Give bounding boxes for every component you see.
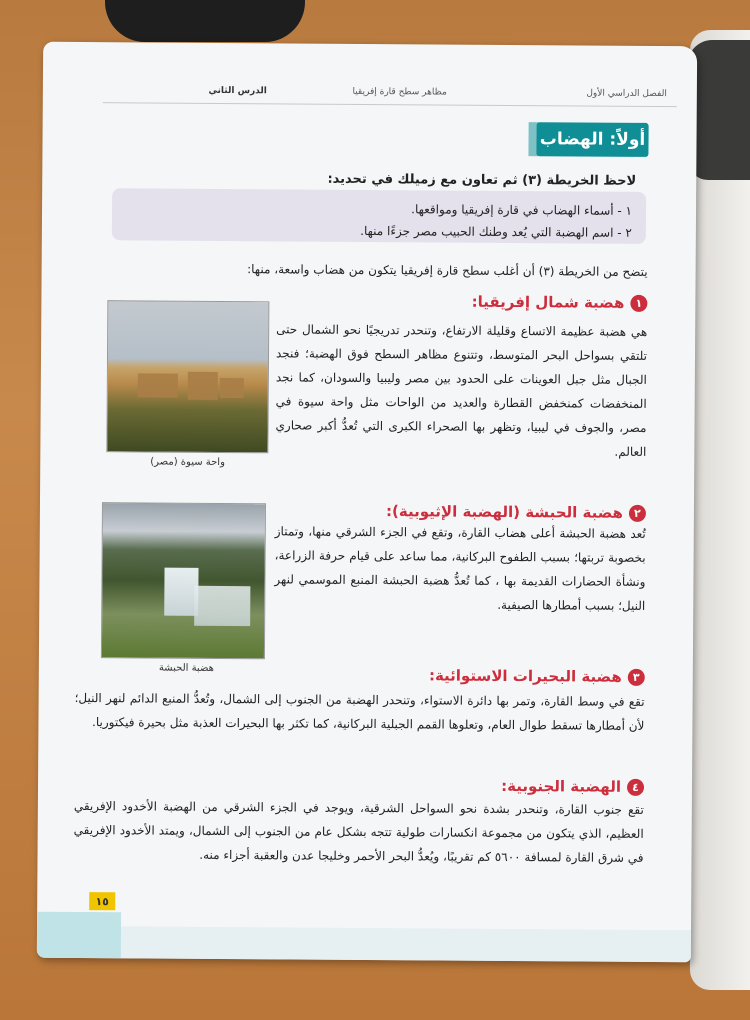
ethiopian-plateau-photo: [101, 502, 266, 659]
dark-object: [688, 40, 750, 180]
header-chapter: الفصل الدراسي الأول: [586, 88, 667, 100]
number-badge: ١: [630, 294, 647, 311]
section-title: أولاً: الهضاب: [536, 122, 648, 157]
header-lesson: الدرس الثاني: [208, 85, 267, 97]
number-badge: ٢: [629, 504, 646, 521]
plateau-2-heading: [386, 502, 646, 522]
plateau-3-heading: [429, 666, 645, 686]
header-divider: [103, 102, 677, 107]
plateau-2-text: تُعد هضبة الحبشة أعلى هضاب القارة، وتقع في الجزء الشرقي منها، وتمتاز بخصوبة تربتها؛ بسبب الطفوح البركانية، مما ساعد على قيام حرفة الزراعة، ونشأة الحضارات القديمة بها ، كما تُعدُّ هضبة الحبشة المنبع الموسمي لنهر النيل؛ بسبب أمطارها الصيفية.: [274, 524, 646, 613]
desk-object: [105, 0, 305, 42]
page-number: ١٥: [89, 892, 115, 910]
number-badge: ٤: [627, 778, 644, 795]
plateau-1-text: هي هضبة عظيمة الاتساع وقليلة الارتفاع، وتنحدر تدريجيًا نحو الشمال حتى تلتقي بسواحل البحر المتوسط، وتتنوع مظاهر السطح فوق الهضبة؛ فنجد الجبال مثل جبل العوينات على الحدود بين مصر وليبيا والسودان، كما نجد المنخفضات كمنخفض القطارة والعديد من الواحات مثل واحة سيوة في مصر، والجوف في ليبيا، وتظهر بها الصحراء الكبرى التي تُعدُّ أكبر صحاري العالم.: [275, 322, 648, 459]
plateau-1-title: هضبة شمال إفريقيا:: [471, 292, 625, 312]
page-header: [103, 82, 677, 108]
task-box: [112, 188, 646, 244]
corner-decoration: [37, 912, 121, 959]
intro-instruction: لاحظ الخريطة (٣) ثم تعاون مع زميلك في تحديد:: [327, 171, 637, 189]
plateau-3-title: هضبة البحيرات الاستوائية:: [428, 666, 622, 686]
page-footer-strip: [37, 926, 691, 963]
plateau-4-heading: [501, 777, 644, 796]
task-item: ١ - أسماء الهضاب في قارة إفريقيا ومواقعها.: [411, 202, 633, 218]
photo-1-caption: واحة سيوة (مصر): [150, 456, 225, 469]
plateau-3-text: تقع في وسط القارة، وتمر بها دائرة الاستواء، وتنحدر الهضبة من الجنوب إلى الشمال، وتُعدُّ المنبع الدائم لنهر النيل؛ لأن أمطارها تسقط طوال العام، وتعلوها القمم الجبلية البركانية، كما تكثر بها البحيرات العذبة مثل بحيرة فيكتوريا.: [74, 690, 645, 733]
header-topic: مظاهر سطح قارة إفريقيا: [352, 86, 447, 98]
main-paragraph: يتضح من الخريطة (٣) أن أغلب سطح قارة إفريقيا يتكون من هضاب واسعة، منها:: [247, 262, 648, 279]
plateau-4-text: تقع جنوب القارة، وتنحدر بشدة نحو السواحل الشرقية، ويوجد في الجزء الشرقي من الهضبة الأخدود الإفريقي العظيم، الذي يتكون من مجموعة انكسارات طولية تتجه بشكل عام من الجنوب إلى الشمال، ويمتد الأخدود الإفريقي في شرق القارة لمسافة ٥٦٠٠ كم تقريبًا، ويُعدُّ البحر الأحمر وخليجا عدن والعقبة أجزاء منه.: [73, 798, 644, 865]
number-badge: ٣: [628, 668, 645, 685]
task-item: ٢ - اسم الهضبة التي يُعد وطنك الحبيب مصر جزءًا منها.: [360, 223, 632, 240]
siwa-oasis-photo: [106, 300, 269, 453]
plateau-4-title: الهضبة الجنوبية:: [501, 776, 622, 796]
plateau-2-title: هضبة الحبشة (الهضبة الإثيوبية):: [386, 502, 623, 522]
textbook-page: [37, 42, 697, 963]
photo-2-caption: هضبة الحبشة: [158, 662, 214, 674]
plateau-1-heading: [472, 293, 648, 312]
